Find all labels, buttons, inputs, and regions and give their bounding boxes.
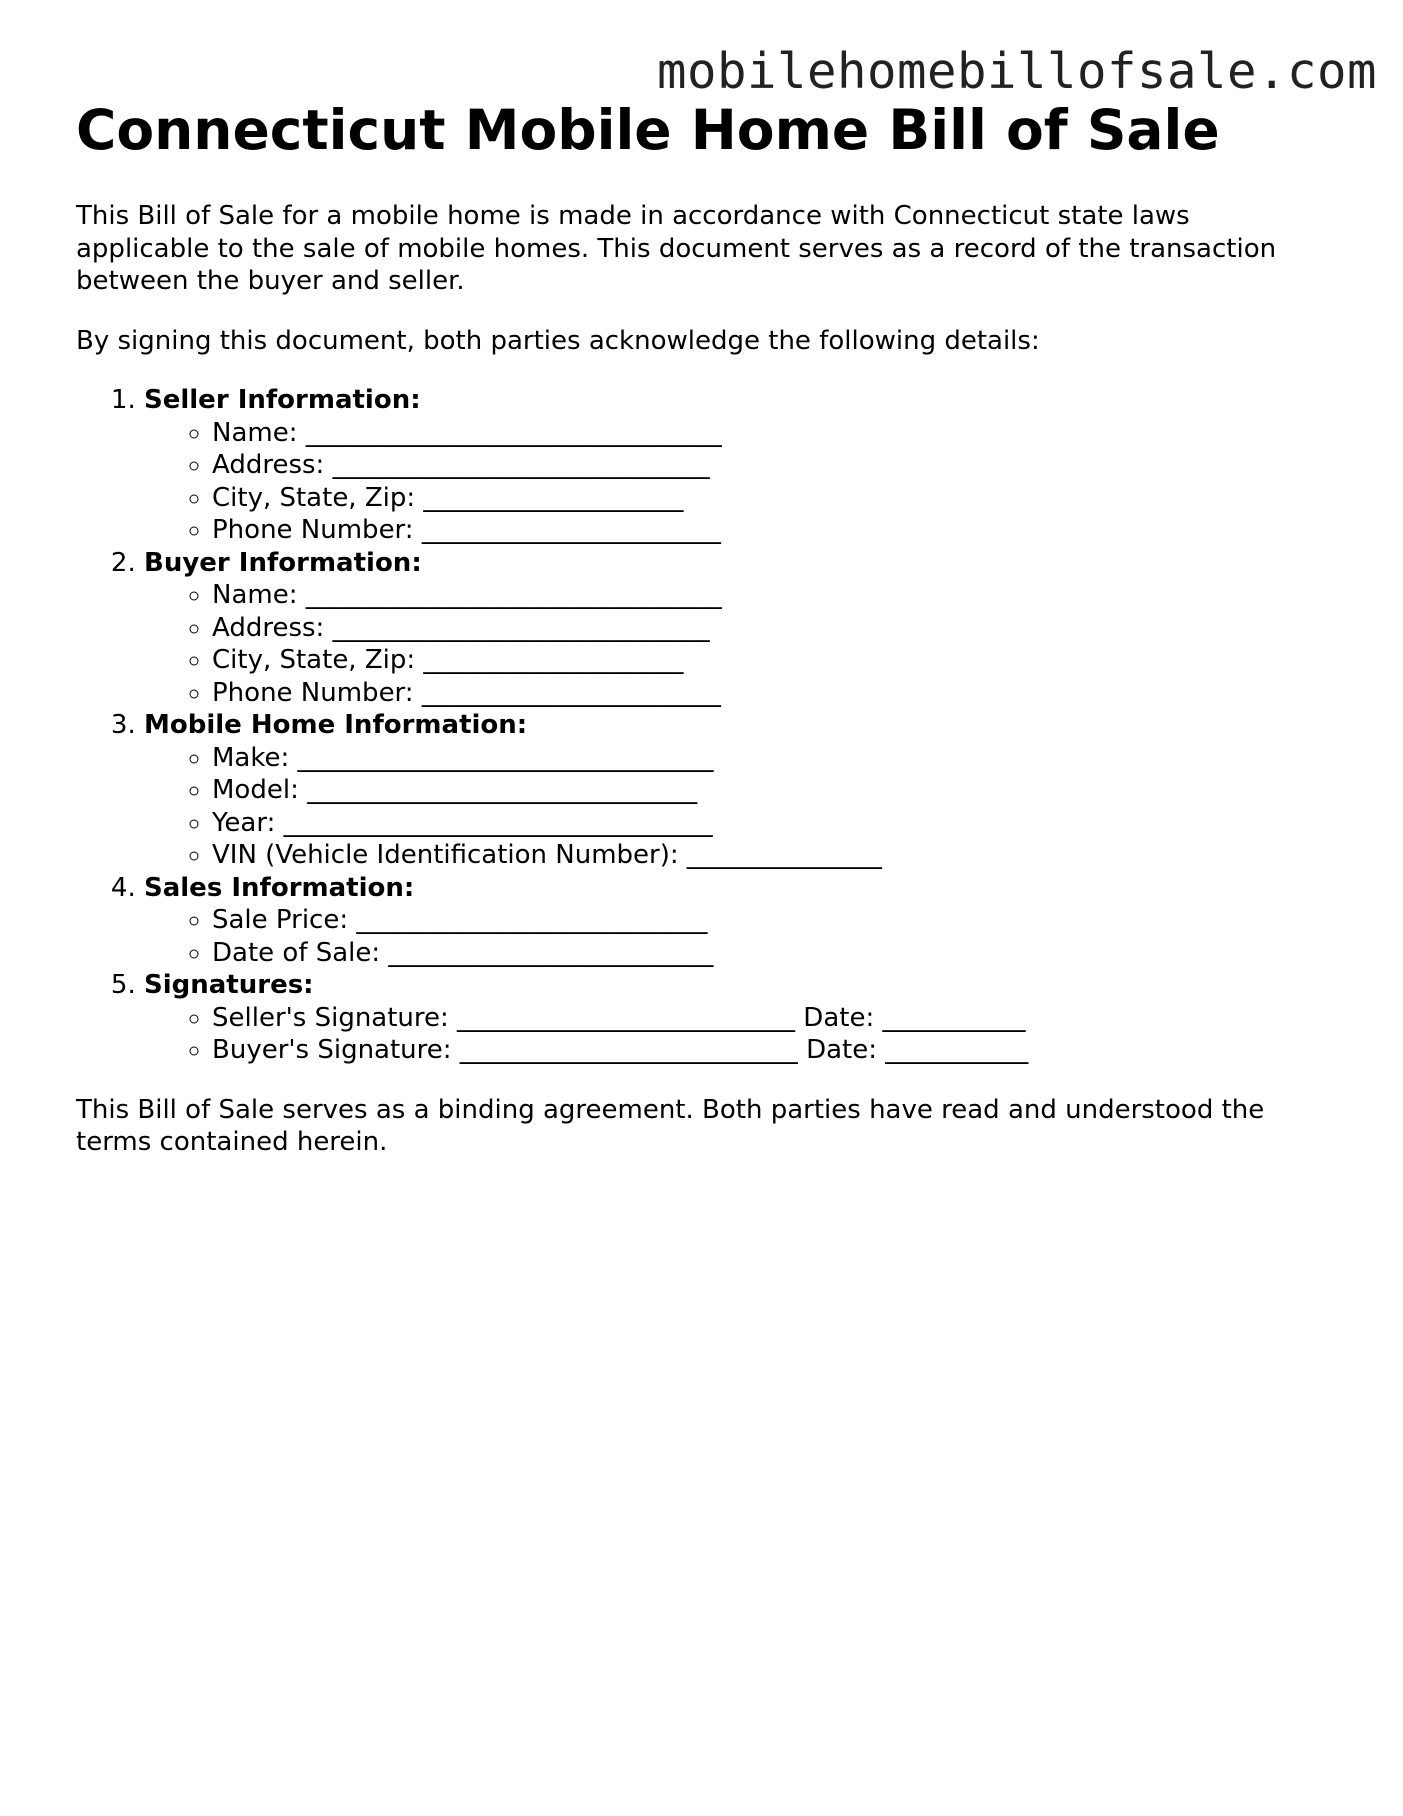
section-title: Sales Information: — [144, 872, 415, 903]
section-mobile-home-information — [144, 709, 1336, 872]
section-title: Signatures: — [144, 970, 314, 1000]
section-signatures — [144, 969, 1336, 1067]
seller-fields — [144, 417, 1336, 547]
date-of-sale-field: ◦ Date of Sale: _________________________ — [212, 937, 1336, 970]
document-body — [76, 200, 1336, 1186]
intro-paragraph: This Bill of Sale for a mobile home is made in accordance with Connecticut state laws applicable to the sale of mobile homes. This document serves as a record of the transaction between the buyer and seller. — [76, 201, 1277, 296]
section-title: Mobile Home Information: — [144, 710, 528, 740]
seller-phone-field: ◦ Phone Number: _______________________ — [212, 514, 1336, 547]
section-seller-information — [144, 384, 1336, 547]
sale-price-field: ◦ Sale Price: ___________________________ — [212, 904, 1336, 937]
acknowledge-paragraph: By signing this document, both parties acknowledge the following details: — [76, 325, 1040, 356]
buyer-address-field: ◦ Address: _____________________________ — [212, 612, 1336, 645]
seller-signature-field: ◦ Seller's Signature: __________________________ Date: ___________ — [212, 1002, 1336, 1035]
vin-field: ◦ VIN (Vehicle Identification Number): _______________ — [212, 839, 1336, 872]
make-field: ◦ Make: ________________________________ — [212, 742, 1336, 775]
seller-name-field: ◦ Name: ________________________________ — [212, 417, 1336, 450]
buyer-fields — [144, 579, 1336, 709]
section-title: Buyer Information: — [144, 547, 422, 578]
buyer-signature-field: ◦ Buyer's Signature: __________________________ Date: ___________ — [212, 1034, 1336, 1067]
page-title: Connecticut Mobile Home Bill of Sale — [76, 98, 1220, 162]
model-field: ◦ Model: ______________________________ — [212, 774, 1336, 807]
section-buyer-information — [144, 547, 1336, 710]
mobile-home-fields — [144, 742, 1336, 872]
buyer-phone-field: ◦ Phone Number: _______________________ — [212, 677, 1336, 710]
section-sales-information — [144, 872, 1336, 970]
seller-address-field: ◦ Address: _____________________________ — [212, 449, 1336, 482]
seller-city-state-zip-field: ◦ City, State, Zip: ____________________ — [212, 482, 1336, 515]
site-watermark: mobilehomebillofsale.com — [656, 43, 1377, 100]
buyer-city-state-zip-field: ◦ City, State, Zip: ____________________ — [212, 644, 1336, 677]
sections-list — [76, 384, 1336, 1067]
signature-fields — [144, 1002, 1336, 1067]
year-field: ◦ Year: _________________________________ — [212, 807, 1336, 840]
section-title: Seller Information: — [144, 385, 421, 415]
sales-fields — [144, 904, 1336, 969]
closing-paragraph: This Bill of Sale serves as a binding agreement. Both parties have read and understood the terms contained herein. — [76, 1094, 1265, 1157]
buyer-name-field: ◦ Name: ________________________________ — [212, 579, 1336, 612]
